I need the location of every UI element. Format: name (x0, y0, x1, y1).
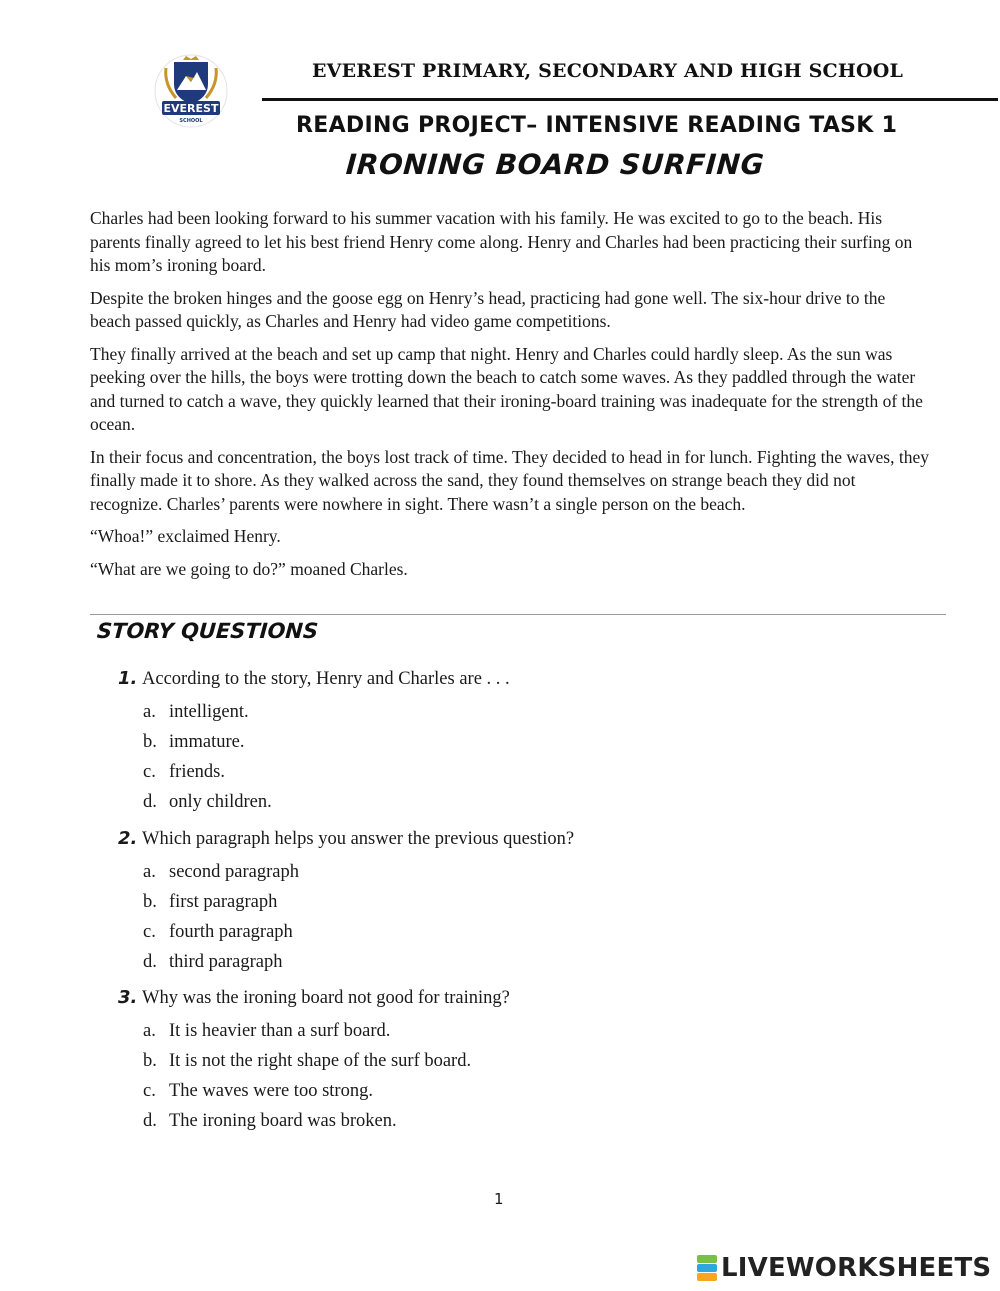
story-paragraph-5: “Whoa!” exclaimed Henry. (90, 526, 281, 546)
answer-option[interactable]: c. The waves were too strong. (143, 1081, 373, 1101)
question-2 (118, 827, 574, 977)
liveworksheets-icon (697, 1255, 717, 1281)
liveworksheets-watermark[interactable] (697, 1253, 991, 1283)
question-number: 2. (118, 828, 138, 849)
answer-option[interactable]: d. third paragraph (143, 952, 283, 972)
question-text: According to the story, Henry and Charles are . . . (142, 669, 510, 689)
logo-subtext: SCHOOL (179, 118, 203, 124)
section-divider (90, 614, 946, 615)
story-paragraph-3: They finally arrived at the beach and set up camp that night. Henry and Charles could hardly sleep. As the sun was peeking over the hills, the boys were trotting down the beach to catch some waves. As they paddled through the water and turned to catch a wave, they quickly learned that their ironing-board training was inadequate for the strength of the ocean. (90, 343, 923, 434)
answer-option[interactable]: a. It is heavier than a surf board. (143, 1021, 391, 1041)
project-title: READING PROJECT– INTENSIVE READING TASK 1 (296, 113, 898, 138)
answer-option[interactable]: b. It is not the right shape of the surf board. (143, 1051, 472, 1071)
story-paragraph-6: “What are we going to do?” moaned Charles. (90, 558, 408, 579)
answer-option[interactable]: c. friends. (143, 762, 225, 782)
question-3 (118, 986, 510, 1136)
answer-option[interactable]: a. intelligent. (143, 702, 249, 722)
story-paragraph-4: In their focus and concentration, the boys lost track of time. They decided to head in for lunch. Fighting the waves, they finally made it to shore. As they walked across the sand, they found themselves on strange beach they did not recognize. Charles’ parents were nowhere in sight. There wasn’t a single person on the beach. (90, 446, 929, 514)
school-logo (150, 54, 232, 128)
story-paragraph-1: Charles had been looking forward to his summer vacation with his family. He was excited to go to the beach. His parents finally agreed to let his best friend Henry come along. Henry and Charles had been practicing their surfing on his mom’s ironing board. (90, 208, 913, 275)
question-text: Why was the ironing board not good for training? (142, 988, 510, 1008)
page-number: 1 (494, 1190, 504, 1208)
questions-heading: STORY QUESTIONS (96, 619, 319, 643)
answer-option[interactable]: c. fourth paragraph (143, 922, 293, 942)
header-rule (262, 98, 998, 101)
answer-option[interactable]: b. first paragraph (143, 892, 278, 912)
answer-option[interactable]: d. The ironing board was broken. (143, 1111, 397, 1131)
question-text: Which paragraph helps you answer the previous question? (142, 829, 575, 849)
school-name: EVEREST PRIMARY, SECONDARY AND HIGH SCHOOL (312, 60, 904, 82)
story-title: IRONING BOARD SURFING (344, 148, 766, 181)
question-1 (118, 667, 510, 817)
logo-text: EVEREST (163, 102, 219, 115)
story-text (90, 207, 930, 590)
answer-option[interactable]: d. only children. (143, 792, 272, 812)
liveworksheets-text: LIVEWORKSHEETS (721, 1253, 992, 1283)
answer-option[interactable]: b. immature. (143, 732, 245, 752)
story-paragraph-2: Despite the broken hinges and the goose egg on Henry’s head, practicing had gone well. The six-hour drive to the beach passed quickly, as Charles and Henry had video game competitions. (90, 287, 886, 331)
answer-option[interactable]: a. second paragraph (143, 862, 299, 882)
question-number: 1. (118, 668, 138, 689)
question-number: 3. (118, 987, 138, 1008)
